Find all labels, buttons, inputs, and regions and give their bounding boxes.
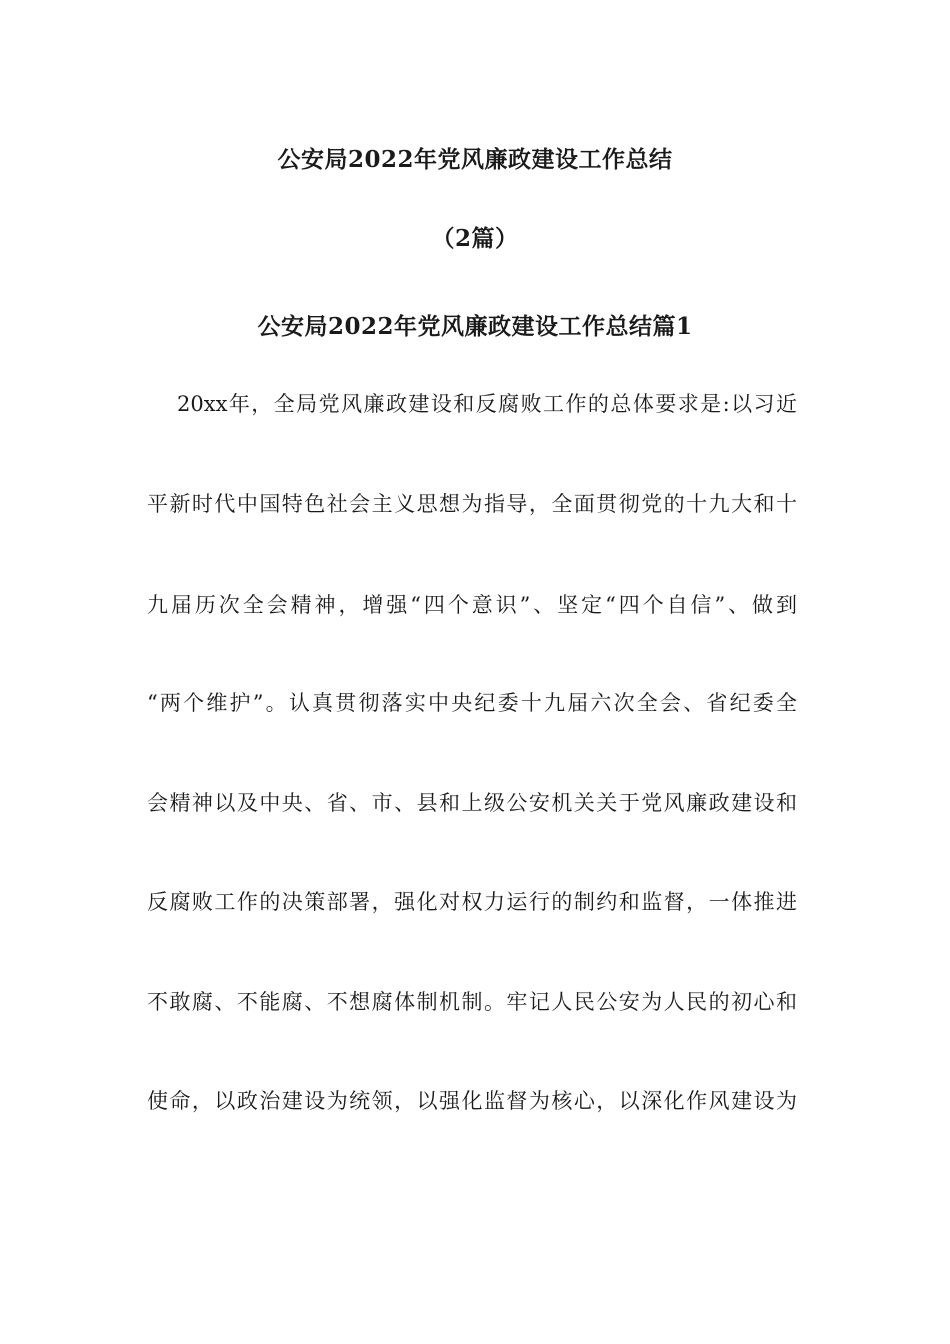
paragraph-line: 不敢腐、不能腐、不想腐体制机制。牢记人民公安为人民的初心和 [147,990,797,1014]
paragraph-line: 使命，以政治建设为统领，以强化监督为核心，以深化作风建设为 [147,1089,797,1113]
paragraph-line: “两个维护”。认真贯彻落实中央纪委十九届六次全会、省纪委全 [147,691,797,715]
paragraph-line: 会精神以及中央、省、市、县和上级公安机关关于党风廉政建设和 [147,791,797,815]
section-heading: 公安局2022年党风廉政建设工作总结篇1 [257,313,693,340]
document-title: 公安局2022年党风廉政建设工作总结 [277,146,673,173]
paragraph-line: 平新时代中国特色社会主义思想为指导，全面贯彻党的十九大和十 [147,492,797,516]
paragraph-line: 九届历次全会精神，增强“四个意识”、坚定“四个自信”、做到 [147,593,797,617]
paragraph-line: 反腐败工作的决策部署，强化对权力运行的制约和监督，一体推进 [147,890,797,914]
paragraph-line: 20xx年，全局党风廉政建设和反腐败工作的总体要求是:以习近 [177,392,797,416]
document-subtitle: （2篇） [431,225,519,252]
